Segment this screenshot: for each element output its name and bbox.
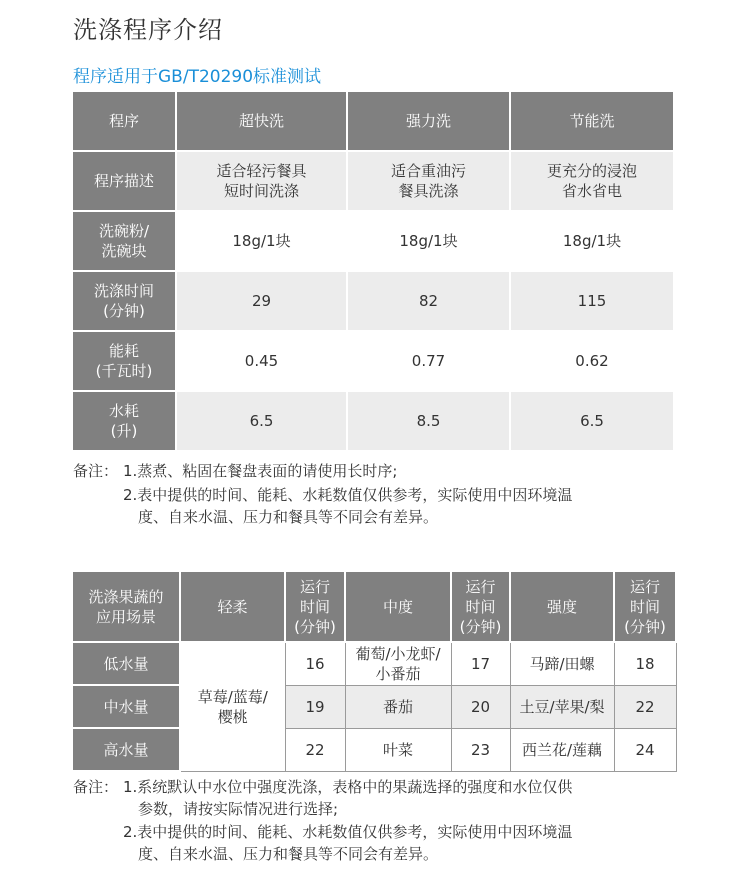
table-cell: 8.5 [347, 391, 510, 451]
table-cell: 20 [451, 685, 510, 728]
table-cell: 叶菜 [345, 728, 451, 771]
table-cell: 0.45 [176, 331, 347, 391]
row-header: 中水量 [73, 685, 180, 728]
page-title: 洗涤程序介绍 [73, 16, 223, 44]
note-line: 度、自来水温、压力和餐具等不同会有差异。 [138, 845, 439, 863]
fruit-veg-table [73, 572, 677, 772]
column-header: 洗涤果蔬的 应用场景 [73, 572, 180, 642]
note-line: 2.表中提供的时间、能耗、水耗数值仅供参考，实际使用中因环境温 [123, 486, 573, 504]
table-cell: 17 [451, 642, 510, 685]
column-header: 超快洗 [176, 92, 347, 151]
column-header: 运行 时间 (分钟) [451, 572, 510, 642]
column-header: 强度 [510, 572, 614, 642]
column-header: 运行 时间 (分钟) [285, 572, 345, 642]
table-cell: 土豆/苹果/梨 [510, 685, 614, 728]
table-cell: 115 [510, 271, 674, 331]
row-header: 程序描述 [73, 151, 176, 211]
column-header: 程序 [73, 92, 176, 151]
table-cell: 18 [614, 642, 676, 685]
note-line: 2.表中提供的时间、能耗、水耗数值仅供参考，实际使用中因环境温 [123, 823, 573, 841]
row-header: 能耗 (千瓦时) [73, 331, 176, 391]
table-header-row [73, 572, 676, 642]
merged-cell: 草莓/蓝莓/ 樱桃 [180, 642, 285, 771]
table-cell: 更充分的浸泡 省水省电 [510, 151, 674, 211]
column-header: 中度 [345, 572, 451, 642]
table-row [73, 685, 676, 728]
column-header: 轻柔 [180, 572, 285, 642]
table-cell: 82 [347, 271, 510, 331]
table-cell: 18g/1块 [510, 211, 674, 271]
table-cell: 16 [285, 642, 345, 685]
table-cell: 23 [451, 728, 510, 771]
table-cell: 适合轻污餐具 短时间洗涤 [176, 151, 347, 211]
row-header: 低水量 [73, 642, 180, 685]
table-cell: 西兰花/莲藕 [510, 728, 614, 771]
wash-program-table [73, 92, 675, 452]
table-cell: 0.62 [510, 331, 674, 391]
table-cell: 适合重油污 餐具洗涤 [347, 151, 510, 211]
note-line: 1.系统默认中水位中强度洗涤，表格中的果蔬选择的强度和水位仅供 [123, 778, 573, 796]
table-row [73, 271, 674, 331]
column-header: 强力洗 [347, 92, 510, 151]
standard-subtitle: 程序适用于GB/T20290标准测试 [73, 67, 322, 87]
row-header: 高水量 [73, 728, 180, 771]
row-header: 水耗 (升) [73, 391, 176, 451]
table-cell: 番茄 [345, 685, 451, 728]
table-cell: 马蹄/田螺 [510, 642, 614, 685]
table-row [73, 642, 676, 685]
table-cell: 22 [614, 685, 676, 728]
note-line: 参数，请按实际情况进行选择; [138, 800, 339, 818]
table-cell: 6.5 [510, 391, 674, 451]
table-row [73, 331, 674, 391]
table-cell: 18g/1块 [176, 211, 347, 271]
table-cell: 6.5 [176, 391, 347, 451]
note-line: 度、自来水温、压力和餐具等不同会有差异。 [138, 508, 439, 526]
table-cell: 29 [176, 271, 347, 331]
table-row [73, 391, 674, 451]
row-header: 洗涤时间 (分钟) [73, 271, 176, 331]
table-row [73, 211, 674, 271]
note-prefix: 备注： [73, 778, 119, 796]
table-cell: 0.77 [347, 331, 510, 391]
table-cell: 24 [614, 728, 676, 771]
note-line: 1.蒸煮、粘固在餐盘表面的请使用长时序; [123, 462, 398, 480]
table-row [73, 151, 674, 211]
note-prefix: 备注： [73, 462, 119, 480]
column-header: 运行 时间 (分钟) [614, 572, 676, 642]
table-cell: 19 [285, 685, 345, 728]
table-cell: 葡萄/小龙虾/ 小番茄 [345, 642, 451, 685]
table-cell: 22 [285, 728, 345, 771]
table-cell: 18g/1块 [347, 211, 510, 271]
column-header: 节能洗 [510, 92, 674, 151]
row-header: 洗碗粉/ 洗碗块 [73, 211, 176, 271]
table-row [73, 728, 676, 771]
table-header-row [73, 92, 674, 151]
